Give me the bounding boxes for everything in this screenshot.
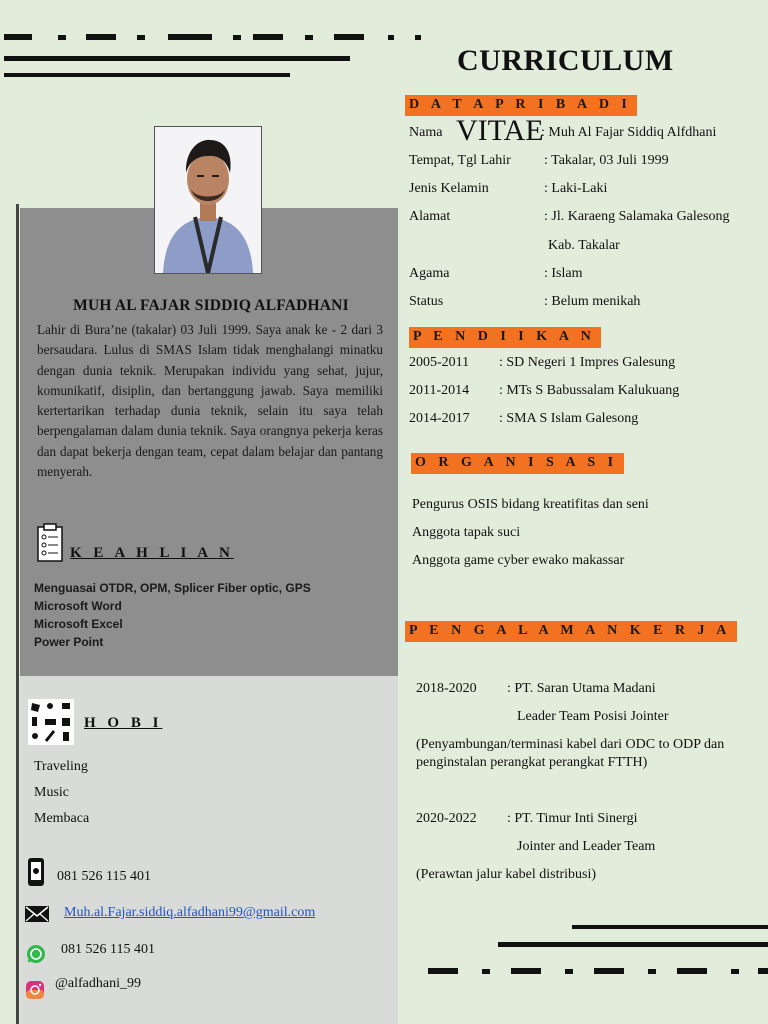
profile-photo xyxy=(154,126,262,274)
phone-icon xyxy=(27,857,45,892)
personal-value: Kab. Takalar xyxy=(548,238,620,253)
title-curriculum: CURRICULUM xyxy=(457,44,674,77)
left-panel-bottom xyxy=(20,676,398,1024)
job-company: : PT. Timur Inti Sinergi xyxy=(507,811,638,826)
personal-label: Tempat, Tgl Lahir xyxy=(409,153,511,168)
skill-item: Power Point xyxy=(34,635,104,649)
organization-item: Pengurus OSIS bidang kreatifitas dan seni xyxy=(412,497,649,512)
job-role: Leader Team Posisi Jointer xyxy=(517,709,669,724)
job-description: (Penyambungan/terminasi kabel dari ODC to ODP dan penginstalan perangkat perangkat FTTH) xyxy=(416,737,725,770)
section-organization: O R G A N I S A S I xyxy=(411,453,624,474)
job-description: (Perawtan jalur kabel distribusi) xyxy=(416,867,597,882)
hobby-item: Membaca xyxy=(34,811,90,826)
hobby-item: Traveling xyxy=(34,759,88,774)
phone-number: 081 526 115 401 xyxy=(57,869,151,884)
instagram-handle: @alfadhani_99 xyxy=(55,976,141,991)
education-school: : SD Negeri 1 Impres Galesung xyxy=(499,355,676,370)
email-icon xyxy=(25,905,49,928)
skill-item: Microsoft Word xyxy=(34,599,122,613)
hobby-item: Music xyxy=(34,785,69,800)
education-school: : MTs S Babussalam Kalukuang xyxy=(499,383,680,398)
personal-value: : Islam xyxy=(544,266,583,281)
section-experience: P E N G A L A M A N K E R J A xyxy=(405,621,737,642)
whatsapp-icon xyxy=(26,944,46,969)
personal-label: Jenis Kelamin xyxy=(409,181,489,196)
hobbies-title: H O B I xyxy=(84,715,163,731)
clipboard-icon xyxy=(36,523,64,568)
full-name: MUH AL FAJAR SIDDIQ ALFADHANI xyxy=(73,297,349,314)
personal-value: : Takalar, 03 Juli 1999 xyxy=(544,153,669,168)
personal-label: Alamat xyxy=(409,209,451,224)
bio-paragraph: Lahir di Bura’ne (takalar) 03 Juli 1999. Saya anak ke - 2 dari 3 bersaudara. Lulus di SMAS Islam tidak menghalangi minatku dengan dunia teknik. Merupakan individu yang sehat, jujur, komunikatif, disiplin, dan bertanggung jawab. Saya memiliki kertertarikan terhadap dunia teknik, selain itu saya telah berpengalaman dalam dunia teknik. Saya orangnya pekerja keras dan dapat bekerja dengan team, cepat dalam belajar dan pantang menyerah. xyxy=(37,322,383,480)
education-years: 2005-2011 xyxy=(409,355,470,370)
skill-item: Menguasai OTDR, OPM, Splicer Fiber optic, GPS xyxy=(34,581,311,595)
organization-item: Anggota game cyber ewako makassar xyxy=(412,553,625,568)
personal-label: Nama xyxy=(409,125,443,140)
skill-item: Microsoft Excel xyxy=(34,617,123,631)
title-vitae: VITAE xyxy=(456,114,544,147)
job-company: : PT. Saran Utama Madani xyxy=(507,681,656,696)
organization-item: Anggota tapak suci xyxy=(412,525,521,540)
instagram-icon xyxy=(25,980,45,1005)
personal-value: : Belum menikah xyxy=(544,294,641,309)
whatsapp-number: 081 526 115 401 xyxy=(61,942,155,957)
education-years: 2011-2014 xyxy=(409,383,470,398)
section-personal-data: D A T A P R I B A D I xyxy=(405,95,637,116)
personal-value: : Laki-Laki xyxy=(544,181,608,196)
personal-label: Agama xyxy=(409,266,450,281)
personal-value: : Jl. Karaeng Salamaka Galesong xyxy=(544,209,730,224)
education-years: 2014-2017 xyxy=(409,411,470,426)
skills-title: K E A H L I A N xyxy=(70,545,234,561)
section-education: P E N D I I K A N xyxy=(409,327,601,348)
email-link[interactable]: Muh.al.Fajar.siddiq.alfadhani99@gmail.com xyxy=(64,905,316,920)
education-school: : SMA S Islam Galesong xyxy=(499,411,639,426)
personal-value: : Muh Al Fajar Siddiq Alfdhani xyxy=(541,125,717,140)
job-role: Jointer and Leader Team xyxy=(517,839,656,854)
job-years: 2018-2020 xyxy=(416,681,477,696)
job-years: 2020-2022 xyxy=(416,811,477,826)
personal-label: Status xyxy=(409,294,444,309)
hobby-icons xyxy=(28,699,74,750)
left-border xyxy=(16,204,19,1024)
